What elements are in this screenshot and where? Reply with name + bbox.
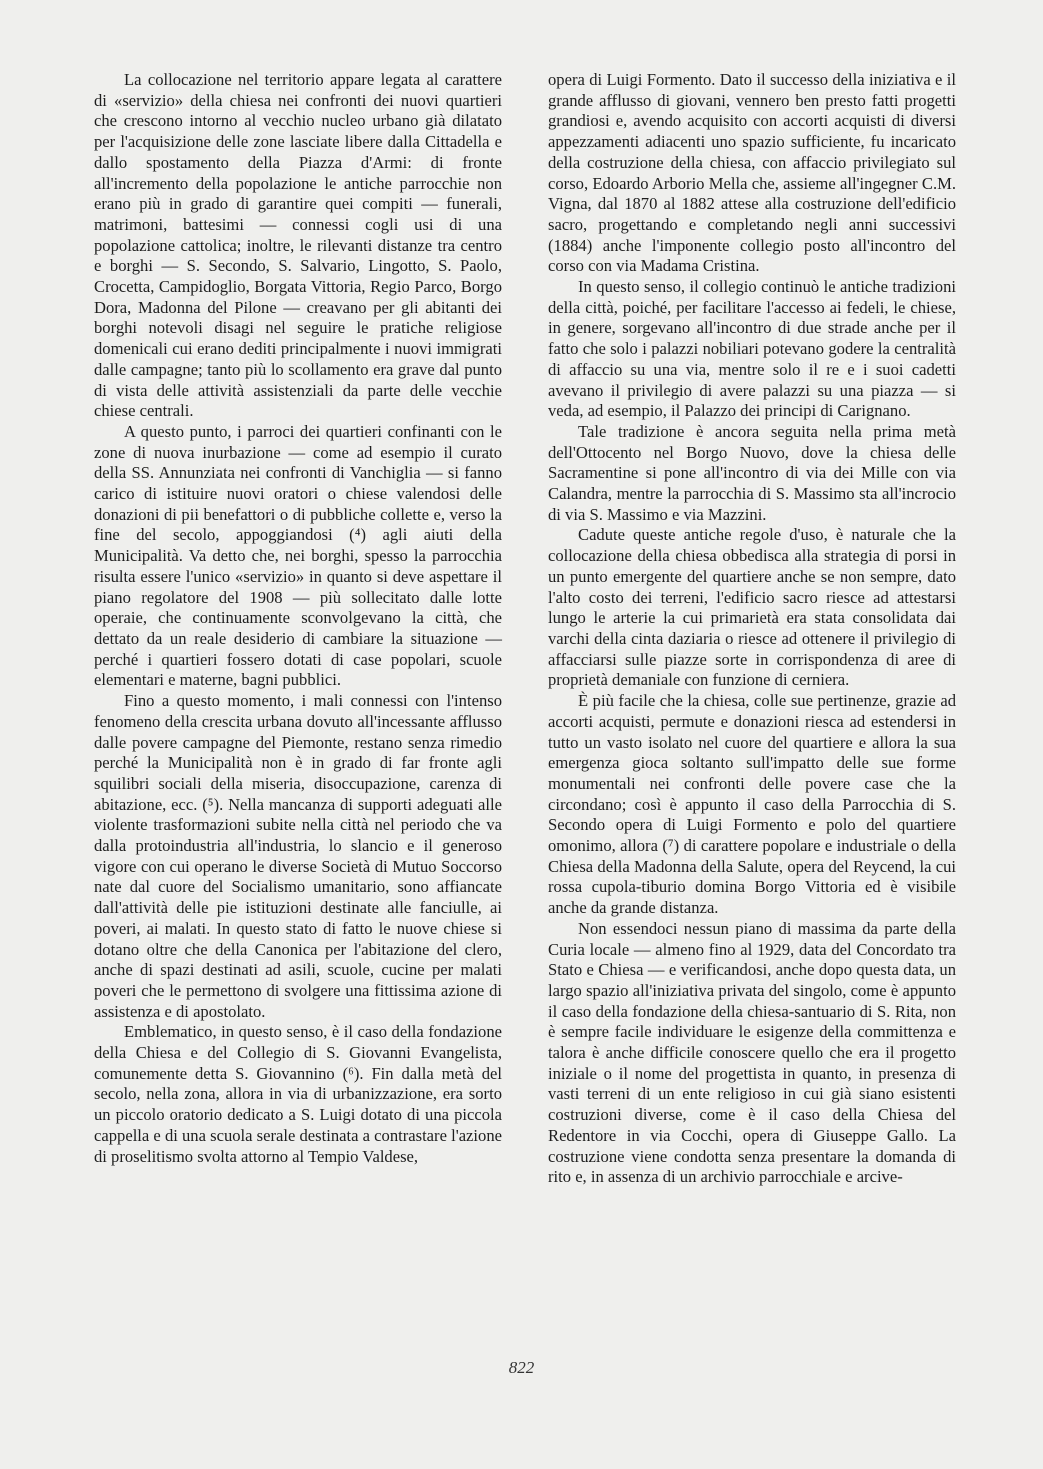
paragraph: Non essendoci nessun piano di massima da parte della Curia locale — almeno fino al 1929, data del Concordato tra Stato e Chiesa — e verificandosi, anche dopo questa data, un largo spazio all'iniziativa privata del singolo, come è appunto il caso della fondazione della chiesa-santuario di S. Rita, non è sempre facile individuare le esigenze della committenza e talora è anche difficile conoscere quello che era il progetto iniziale o il nome del progettista in quanto, in presenza di vasti terreni di un ente religioso in cui già siano esistenti costruzioni diverse, come è il caso della Chiesa del Redentore in via Cocchi, opera di Giuseppe Gallo. La costruzione viene condotta senza presentare la domanda di rito e, in assenza di un archivio parrocchiale e arcive- bbox=[548, 918, 956, 1187]
paragraph: Tale tradizione è ancora seguita nella prima metà dell'Ottocento nel Borgo Nuovo, dove la chiesa delle Sacramentine si pone all'incontro di via dei Mille con via Calandra, mentre la parrocchia di S. Massimo sta all'incrocio di via S. Massimo e via Mazzini. bbox=[548, 421, 956, 524]
paragraph: opera di Luigi Formento. Dato il successo della iniziativa e il grande afflusso di giovani, vennero ben presto fatti progetti grandiosi e, avendo acquisito con accorti acquisti di diversi appezzamenti adiacenti uno spazio sufficiente, fu incaricato della costruzione della chiesa, con affaccio privilegiato sul corso, Edoardo Arborio Mella che, assieme all'ingegner C.M. Vigna, dal 1870 al 1882 attese alla costruzione dell'edificio sacro, progettando e completando negli anni successivi (1884) anche l'imponente collegio posto all'incontro del corso con via Madama Cristina. bbox=[548, 70, 956, 276]
right-column bbox=[548, 70, 956, 1188]
page-number: 822 bbox=[508, 1358, 535, 1377]
paragraph: Fino a questo momento, i mali connessi con l'intenso fenomeno della crescita urbana dovuto all'incessante afflusso dalle povere campagne del Piemonte, restano senza rimedio perché la Municipalità non è in grado di far fronte agli squilibri sociali della miseria, disoccupazione, carenza di abitazione, ecc. (⁵). Nella mancanza di supporti adeguati alle violente trasformazioni subite nella città nel periodo che va dalla protoindustria all'industria, lo slancio e il generoso vigore con cui operano le diverse Società di Mutuo Soccorso nate dal cuore del Socialismo umanitario, sono affiancate dall'attività delle pie istituzioni destinate alle fanciulle, ai poveri, ai malati. In questo stato di fatto le nuove chiese si dotano oltre che della Canonica per l'abitazione del clero, anche di spazi destinati ad asili, scuole, cucine per malati poveri che le permettono di svolgere una fittissima azione di assistenza e di apostolato. bbox=[94, 691, 502, 1021]
paragraph: La collocazione nel territorio appare legata al carattere di «servizio» della chiesa nei confronti dei nuovi quartieri che crescono intorno al vecchio nucleo urbano già dilatato per l'acquisizione delle zone lasciate libere dalla Cittadella e dallo spostamento della Piazza d'Armi: di fronte all'incremento della popolazione le antiche parrocchie non erano più in grado di garantire quei compiti — funerali, matrimoni, battesimi — connessi cogli usi di una popolazione cattolica; inoltre, le rilevanti distanze tra centro e borghi — S. Secondo, S. Salvario, Lingotto, S. Paolo, Crocetta, Campidoglio, Borgata Vittoria, Regio Parco, Borgo Dora, Madonna del Pilone — creavano per gli abitanti dei borghi notevoli disagi nel seguire le pratiche religiose domenicali cui erano dediti principalmente i nuovi immigrati dalle campagne; tanto più lo scollamento era grave dal punto di vista delle attività assistenziali da parte delle vecchie chiese centrali. bbox=[94, 70, 502, 421]
paragraph: A questo punto, i parroci dei quartieri confinanti con le zone di nuova inurbazione — come ad esempio il curato della SS. Annunziata nei confronti di Vanchiglia — si fanno carico di istituire nuovi oratori o chiese valendosi delle donazioni di pii benefattori o di pubbliche collette e, verso la fine del secolo, appoggiandosi (⁴) agli aiuti della Municipalità. Va detto che, nei borghi, spesso la parrocchia risulta essere l'unico «servizio» in quanto si deve aspettare il piano regolatore del 1908 — più sollecitato dalle lotte operaie, che continuamente sconvolgevano la città, che dettato da un reale desiderio di cambiare la situazione — perché i quartieri fossero dotati di case popolari, scuole elementari e materne, bagni pubblici. bbox=[94, 421, 502, 690]
paragraph: Emblematico, in questo senso, è il caso della fondazione della Chiesa e del Collegio di S. Giovanni Evangelista, comunemente detta S. Giovannino (⁶). Fin dalla metà del secolo, nella zona, allora in via di urbanizzazione, era sorto un piccolo oratorio dedicato a S. Luigi dotato di una piccola cappella e di una scuola serale destinata a contrastare l'azione di proselitismo svolta attorno al Tempio Valdese, bbox=[94, 1022, 502, 1166]
left-column bbox=[94, 70, 502, 1167]
paragraph: In questo senso, il collegio continuò le antiche tradizioni della città, poiché, per facilitare l'accesso ai fedeli, le chiese, in genere, sorgevano all'incontro di due strade anche per il fatto che solo i palazzi nobiliari potevano godere la centralità di affaccio su una via, mentre solo il re e i suoi cadetti avevano il privilegio di avere palazzi su una piazza — si veda, ad esempio, il Palazzo dei principi di Carignano. bbox=[548, 277, 956, 421]
paragraph: È più facile che la chiesa, colle sue pertinenze, grazie ad accorti acquisti, permute e donazioni riesca ad estendersi in tutto un vasto isolato nel cuore del quartiere e allora la sua emergenza gioca soltanto sull'impatto delle sue forme monumentali nei confronti delle povere case che la circondano; così è appunto il caso della Parrocchia di S. Secondo opera di Luigi Formento e polo del quartiere omonimo, allora (⁷) di carattere popolare e industriale o della Chiesa della Madonna della Salute, opera del Reycend, la cui rossa cupola-tiburio domina Borgo Vittoria ed è visibile anche da grande distanza. bbox=[548, 691, 956, 918]
paragraph: Cadute queste antiche regole d'uso, è naturale che la collocazione della chiesa obbedisca alla strategia di porsi in un punto emergente del quartiere anche se non sempre, dato l'alto costo dei terreni, l'edificio sacro riesce ad attestarsi lungo le arterie la cui primarietà era stata consolidata dai varchi della cinta daziaria o riesce ad ottenere il privilegio di affacciarsi sulle piazze sorte in corrispondenza di aree di proprietà demaniale con funzione di cerniera. bbox=[548, 525, 956, 690]
